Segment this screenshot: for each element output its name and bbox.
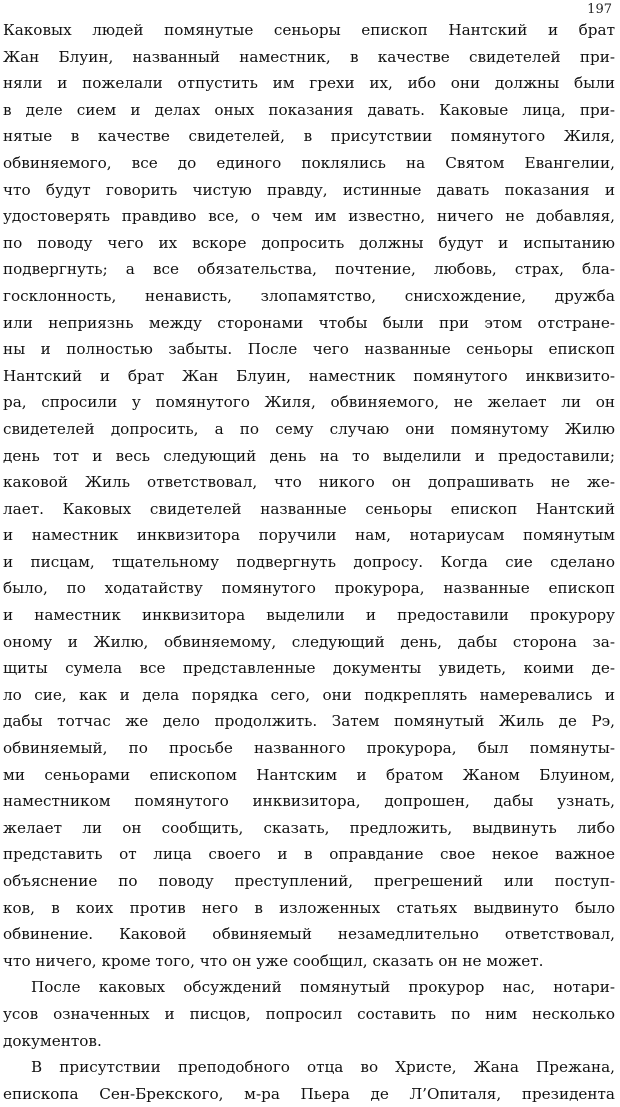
text-line: и наместник инквизитора выделили и предоставили прокурору <box>3 606 615 625</box>
text-line: свидетелей допросить, а по сему случаю они помянутому Жилю <box>3 419 615 438</box>
text-line: няли и пожелали отпустить им грехи их, ибо они должны были <box>3 74 615 93</box>
text-line: епископа Сен-Брекского, м-ра Пьера де Л’Опиталя, президента <box>3 1084 615 1103</box>
text-line: Каковых людей помянутые сеньоры епископ Нантский и брат <box>3 21 615 39</box>
text-line: и писцам, тщательному подвергнуть допросу. Когда сие сделано <box>3 552 615 571</box>
text-line: каковой Жиль ответствовал, что никого он допрашивать не же- <box>3 473 615 492</box>
text-line: дабы тотчас же дело продолжить. Затем помянутый Жиль де Рэ, <box>3 712 615 731</box>
text-line: подвергнуть; а все обязательства, почтение, любовь, страх, бла- <box>3 260 615 279</box>
text-line: щиты сумела все представленные документы увидеть, коими де- <box>3 659 615 678</box>
text-line: желает ли он сообщить, сказать, предложить, выдвинуть либо <box>3 818 615 837</box>
text-line: обвиняемый, по просьбе названного прокурора, был помянуты- <box>3 739 615 758</box>
text-line: нятые в качестве свидетелей, в присутствии помянутого Жиля, <box>3 127 615 146</box>
page-number: 197 <box>587 2 612 17</box>
text-line: что ничего, кроме того, что он уже сообщил, сказать он не может. <box>3 951 544 970</box>
text-line: лает. Каковых свидетелей названные сеньоры епископ Нантский <box>3 499 615 518</box>
text-line: Нантский и брат Жан Блуин, наместник помянутого инквизито- <box>3 366 615 385</box>
text-line: что будут говорить чистую правду, истинные давать показания и <box>3 180 615 199</box>
text-line: удостоверять правдиво все, о чем им известно, ничего не добавляя, <box>3 207 615 226</box>
text-line: и наместник инквизитора поручили нам, нотариусам помянутым <box>3 526 615 545</box>
text-line: Жан Блуин, названный наместник, в качестве свидетелей при- <box>3 47 615 66</box>
text-line: госклонность, ненависть, злопамятство, снисхождение, дружба <box>3 286 615 305</box>
text-line: В присутствии преподобного отца во Христе, Жана Прежана, <box>31 1058 615 1077</box>
text-line: наместником помянутого инквизитора, допрошен, дабы узнать, <box>3 792 615 811</box>
text-line: документов. <box>3 1031 102 1050</box>
text-line: обвиняемого, все до единого поклялись на Святом Евангелии, <box>3 153 615 172</box>
text-line: ло сие, как и дела порядка сего, они подкреплять намеревались и <box>3 685 615 704</box>
text-line: обвинение. Каковой обвиняемый незамедлительно ответствовал, <box>3 925 615 944</box>
text-line: усов означенных и писцов, попросил составить по ним несколько <box>3 1004 615 1023</box>
text-line: ков, в коих против него в изложенных статьях выдвинуто было <box>3 898 615 917</box>
body-text <box>3 17 615 1107</box>
text-line: объяснение по поводу преступлений, прегрешений или поступ- <box>3 872 615 890</box>
text-line: или неприязнь между сторонами чтобы были при этом отстране- <box>3 313 615 332</box>
text-line: оному и Жилю, обвиняемому, следующий день, дабы сторона за- <box>3 632 615 651</box>
text-line: было, по ходатайству помянутого прокурора, названные епископ <box>3 579 615 598</box>
text-line: день тот и весь следующий день на то выделили и предоставили; <box>3 446 615 465</box>
text-line: ра, спросили у помянутого Жиля, обвиняемого, не желает ли он <box>3 393 615 412</box>
text-line: по поводу чего их вскоре допросить должны будут и испытанию <box>3 233 615 252</box>
text-line: представить от лица своего и в оправдание свое некое важное <box>3 845 615 864</box>
text-line: ми сеньорами епископом Нантским и братом Жаном Блуином, <box>3 765 615 784</box>
text-line: в деле сием и делах оных показания давать. Каковые лица, при- <box>3 100 615 119</box>
text-line: ны и полностью забыты. После чего названные сеньоры епископ <box>3 340 615 359</box>
text-line: После каковых обсуждений помянутый прокурор нас, нотари- <box>31 978 615 997</box>
